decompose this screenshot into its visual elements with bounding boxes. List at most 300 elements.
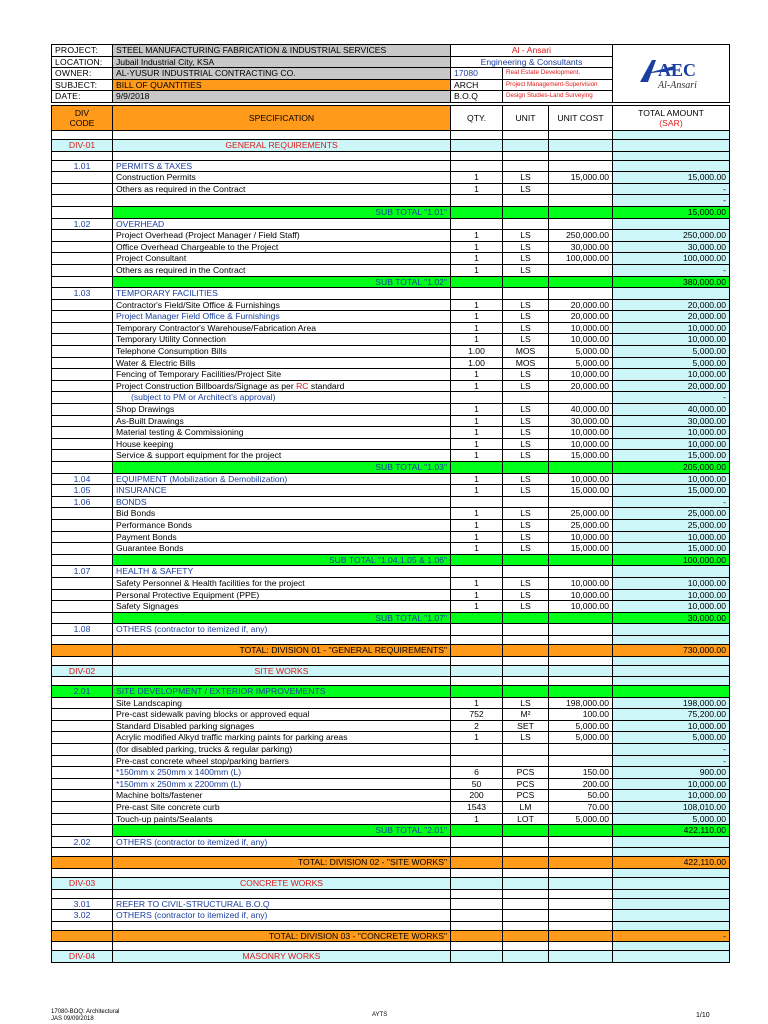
- section-row: [52, 836, 730, 848]
- item-unit-cost: [549, 836, 613, 848]
- subtotal-amount: 422,110.00: [613, 825, 730, 837]
- item-unit: LS: [503, 697, 549, 709]
- item-total: 10,000.00: [613, 369, 730, 381]
- section-row: [52, 624, 730, 636]
- empty-cell: [503, 825, 549, 837]
- item-unit: [503, 566, 549, 578]
- empty-cell: [52, 790, 113, 802]
- empty-cell: [52, 264, 113, 276]
- empty-cell: [549, 677, 613, 686]
- item-description: Contractor's Field/Site Office & Furnishings: [113, 299, 451, 311]
- empty-cell: [52, 813, 113, 825]
- item-unit: PCS: [503, 790, 549, 802]
- item-total: [613, 686, 730, 698]
- item-unit: LS: [503, 601, 549, 613]
- division-code: DIV-04: [52, 951, 113, 963]
- item-total: 15,000.00: [613, 450, 730, 462]
- item-total: 20,000.00: [613, 299, 730, 311]
- item-unit-cost: 200.00: [549, 778, 613, 790]
- empty-cell: [52, 183, 113, 195]
- empty-cell: [503, 206, 549, 218]
- empty-cell: [52, 656, 113, 665]
- date-value: 9/9/2018: [113, 91, 451, 103]
- item-qty: 1543: [451, 802, 503, 814]
- empty-cell: [52, 848, 113, 857]
- line-item-row: [52, 589, 730, 601]
- item-unit-cost: 10,000.00: [549, 438, 613, 450]
- item-unit: LS: [503, 427, 549, 439]
- section-row: [52, 160, 730, 172]
- item-description: Standard Disabled parking signages: [113, 720, 451, 732]
- empty-cell: [549, 825, 613, 837]
- item-unit-cost: 15,000.00: [549, 172, 613, 184]
- subtotal-label: SUB TOTAL "2.01": [113, 825, 451, 837]
- project-label: PROJECT:: [52, 45, 113, 57]
- item-qty: [451, 496, 503, 508]
- empty-cell: [451, 635, 503, 644]
- empty-cell: [451, 644, 503, 656]
- footer-center: AYTS: [372, 1012, 388, 1018]
- item-description: *150mm x 250mm x 2200mm (L): [113, 778, 451, 790]
- item-description: Material testing & Commissioning: [113, 427, 451, 439]
- empty-cell: [52, 589, 113, 601]
- empty-cell: [451, 665, 503, 677]
- empty-cell: [503, 665, 549, 677]
- item-unit-cost: 10,000.00: [549, 473, 613, 485]
- empty-cell: [451, 951, 503, 963]
- item-qty: 1: [451, 183, 503, 195]
- empty-cell: [113, 942, 451, 951]
- item-description: Project Construction Billboards/Signage as per RC standard: [113, 380, 451, 392]
- empty-cell: [549, 462, 613, 474]
- spacer-row: [52, 889, 730, 898]
- item-qty: 1: [451, 230, 503, 242]
- division-title: MASONRY WORKS: [113, 951, 451, 963]
- item-description: Temporary Utility Connection: [113, 334, 451, 346]
- line-item-row: [52, 230, 730, 242]
- division-row: [52, 878, 730, 890]
- empty-cell: [52, 130, 113, 139]
- section-code: 1.08: [52, 624, 113, 636]
- empty-cell: [503, 878, 549, 890]
- item-unit-cost: [549, 160, 613, 172]
- section-row: [52, 496, 730, 508]
- location-value: Jubail Industrial City, KSA: [113, 56, 451, 68]
- division-total-amount: 422,110.00: [613, 857, 730, 869]
- empty-cell: [451, 857, 503, 869]
- empty-cell: [52, 462, 113, 474]
- item-qty: 1: [451, 380, 503, 392]
- section-code: 1.06: [52, 496, 113, 508]
- division-total-amount: -: [613, 930, 730, 942]
- item-total: 5,000.00: [613, 813, 730, 825]
- section-row: [52, 566, 730, 578]
- item-total: 30,000.00: [613, 415, 730, 427]
- item-total: [613, 160, 730, 172]
- line-item-row: [52, 183, 730, 195]
- col-specification: SPECIFICATION: [113, 105, 451, 130]
- item-total: 30,000.00: [613, 241, 730, 253]
- empty-cell: [52, 357, 113, 369]
- item-total: 10,000.00: [613, 438, 730, 450]
- item-qty: [451, 686, 503, 698]
- empty-cell: [503, 930, 549, 942]
- item-unit-cost: 10,000.00: [549, 589, 613, 601]
- section-title: HEALTH & SAFETY: [113, 566, 451, 578]
- section-title: INSURANCE: [113, 485, 451, 497]
- item-unit-cost: 20,000.00: [549, 299, 613, 311]
- item-unit-cost: 30,000.00: [549, 415, 613, 427]
- item-qty: 1: [451, 404, 503, 416]
- item-total: 15,000.00: [613, 543, 730, 555]
- item-unit-cost: 10,000.00: [549, 369, 613, 381]
- item-qty: [451, 566, 503, 578]
- empty-cell: [451, 825, 503, 837]
- item-unit: SET: [503, 720, 549, 732]
- spacer-row: [52, 942, 730, 951]
- item-unit-cost: [549, 566, 613, 578]
- item-qty: 6: [451, 767, 503, 779]
- empty-cell: [613, 151, 730, 160]
- line-item-row: [52, 531, 730, 543]
- item-unit: [503, 195, 549, 207]
- empty-cell: [451, 392, 503, 404]
- empty-cell: [113, 869, 451, 878]
- item-total: -: [613, 195, 730, 207]
- item-unit: [503, 496, 549, 508]
- item-description: Project Consultant: [113, 253, 451, 265]
- item-description: Safety Personnel & Health facilities for the project: [113, 577, 451, 589]
- division-row: [52, 951, 730, 963]
- item-unit: LS: [503, 253, 549, 265]
- item-unit: LS: [503, 508, 549, 520]
- item-total: 198,000.00: [613, 697, 730, 709]
- item-total: 10,000.00: [613, 790, 730, 802]
- empty-cell: [113, 889, 451, 898]
- empty-cell: [503, 857, 549, 869]
- section-title: OTHERS (contractor to itemized if, any): [113, 910, 451, 922]
- line-item-row: [52, 720, 730, 732]
- item-description: Project Overhead (Project Manager / Field Staff): [113, 230, 451, 242]
- spacer-row: [52, 656, 730, 665]
- item-qty: 1: [451, 601, 503, 613]
- item-total: 75,200.00: [613, 709, 730, 721]
- item-total: 10,000.00: [613, 334, 730, 346]
- empty-cell: [503, 139, 549, 151]
- line-item-row: [52, 404, 730, 416]
- svg-text:Al-Ansari: Al-Ansari: [658, 80, 697, 92]
- item-unit: LS: [503, 589, 549, 601]
- empty-cell: [52, 334, 113, 346]
- empty-cell: [52, 253, 113, 265]
- item-unit: [503, 624, 549, 636]
- empty-cell: [52, 677, 113, 686]
- item-qty: 1: [451, 589, 503, 601]
- item-total: 108,010.00: [613, 802, 730, 814]
- svg-text:AEC: AEC: [658, 60, 697, 81]
- item-unit-cost: 10,000.00: [549, 322, 613, 334]
- item-unit: PCS: [503, 767, 549, 779]
- subtotal-amount: 30,000.00: [613, 612, 730, 624]
- item-unit-cost: 5,000.00: [549, 813, 613, 825]
- item-unit-cost: 100,000.00: [549, 253, 613, 265]
- spacer-row: [52, 130, 730, 139]
- item-unit: [503, 755, 549, 767]
- item-unit: LOT: [503, 813, 549, 825]
- empty-cell: [613, 677, 730, 686]
- item-total: 100,000.00: [613, 253, 730, 265]
- section-code: 1.05: [52, 485, 113, 497]
- empty-cell: [451, 921, 503, 930]
- line-item-row: [52, 732, 730, 744]
- item-qty: 1: [451, 427, 503, 439]
- empty-cell: [451, 656, 503, 665]
- item-unit-cost: 5,000.00: [549, 732, 613, 744]
- empty-cell: [503, 951, 549, 963]
- empty-cell: [451, 462, 503, 474]
- item-unit-cost: 40,000.00: [549, 404, 613, 416]
- empty-cell: [52, 427, 113, 439]
- col-unit-cost: UNIT COST: [549, 105, 613, 130]
- page-footer: [0, 1009, 768, 1024]
- empty-cell: [451, 942, 503, 951]
- item-total: 40,000.00: [613, 404, 730, 416]
- empty-cell: [549, 889, 613, 898]
- item-description: Site Landscaping: [113, 697, 451, 709]
- item-unit-cost: [549, 910, 613, 922]
- empty-cell: [613, 656, 730, 665]
- item-qty: 1: [451, 519, 503, 531]
- empty-cell: [52, 438, 113, 450]
- item-unit: LS: [503, 299, 549, 311]
- item-unit-cost: 10,000.00: [549, 531, 613, 543]
- item-total: -: [613, 392, 730, 404]
- location-label: LOCATION:: [52, 56, 113, 68]
- item-total: 25,000.00: [613, 519, 730, 531]
- section-row: [52, 473, 730, 485]
- empty-cell: [113, 921, 451, 930]
- header-table: [51, 44, 730, 103]
- empty-cell: [451, 206, 503, 218]
- item-qty: 1: [451, 311, 503, 323]
- item-total: 10,000.00: [613, 577, 730, 589]
- item-qty: 1: [451, 577, 503, 589]
- empty-cell: [52, 802, 113, 814]
- owner-value: AL-YUSUR INDUSTRIAL CONTRACTING CO.: [113, 68, 451, 80]
- empty-cell: [549, 857, 613, 869]
- empty-cell: [549, 878, 613, 890]
- item-qty: 1: [451, 241, 503, 253]
- empty-cell: [451, 848, 503, 857]
- item-qty: 1: [451, 732, 503, 744]
- item-unit: LS: [503, 230, 549, 242]
- line-item-row: [52, 709, 730, 721]
- firm-subtitle: Engineering & Consultants: [451, 56, 613, 68]
- division-total-label: TOTAL: DIVISION 02 - "SITE WORKS": [113, 857, 451, 869]
- item-unit: LS: [503, 241, 549, 253]
- section-title: PERMITS & TAXES: [113, 160, 451, 172]
- empty-cell: [503, 921, 549, 930]
- item-unit-cost: 5,000.00: [549, 357, 613, 369]
- empty-cell: [52, 825, 113, 837]
- empty-cell: [503, 635, 549, 644]
- line-item-row: [52, 802, 730, 814]
- item-total: [613, 898, 730, 910]
- empty-cell: [503, 151, 549, 160]
- item-total: 5,000.00: [613, 346, 730, 358]
- item-description: Service & support equipment for the project: [113, 450, 451, 462]
- empty-cell: [451, 878, 503, 890]
- line-item-row: [52, 253, 730, 265]
- empty-cell: [503, 554, 549, 566]
- subtotal-label: SUB TOTAL "1.01": [113, 206, 451, 218]
- section-title: OTHERS (contractor to itemized if, any): [113, 836, 451, 848]
- empty-cell: [52, 415, 113, 427]
- item-qty: 1: [451, 264, 503, 276]
- empty-cell: [52, 508, 113, 520]
- empty-cell: [503, 462, 549, 474]
- item-unit-cost: 50.00: [549, 790, 613, 802]
- item-qty: 1: [451, 369, 503, 381]
- empty-cell: [503, 130, 549, 139]
- subtotal-label: SUB TOTAL "1.04,1.05 & 1.06": [113, 554, 451, 566]
- item-qty: 50: [451, 778, 503, 790]
- item-unit-cost: [549, 744, 613, 756]
- division-code: DIV-03: [52, 878, 113, 890]
- subject-label: SUBJECT:: [52, 79, 113, 91]
- section-code: 1.07: [52, 566, 113, 578]
- item-description: Pre-cast Site concrete curb: [113, 802, 451, 814]
- section-title: BONDS: [113, 496, 451, 508]
- item-total: 10,000.00: [613, 427, 730, 439]
- section-title: SITE DEVELOPMENT / EXTERIOR IMPROVEMENTS: [113, 686, 451, 698]
- empty-cell: [113, 656, 451, 665]
- item-description: Touch-up paints/Sealants: [113, 813, 451, 825]
- item-total: [613, 218, 730, 230]
- empty-cell: [52, 531, 113, 543]
- item-unit-cost: 25,000.00: [549, 508, 613, 520]
- aec-logo-icon: [634, 52, 708, 92]
- division-row: [52, 665, 730, 677]
- subtotal-row: [52, 612, 730, 624]
- item-unit: [503, 288, 549, 300]
- item-total: 15,000.00: [613, 485, 730, 497]
- line-item-row: [52, 508, 730, 520]
- item-unit: LS: [503, 369, 549, 381]
- line-item-row: [52, 813, 730, 825]
- section-row: [52, 910, 730, 922]
- item-unit: LS: [503, 334, 549, 346]
- spacer-row: [52, 677, 730, 686]
- item-qty: 1: [451, 473, 503, 485]
- division-total-row: [52, 644, 730, 656]
- item-unit: LS: [503, 311, 549, 323]
- item-qty: 200: [451, 790, 503, 802]
- section-title: OTHERS (contractor to itemized if, any): [113, 624, 451, 636]
- empty-cell: [52, 299, 113, 311]
- division-total-row: [52, 857, 730, 869]
- item-total: 900.00: [613, 767, 730, 779]
- empty-cell: [549, 151, 613, 160]
- item-unit-cost: [549, 755, 613, 767]
- item-qty: 1: [451, 172, 503, 184]
- item-unit: LS: [503, 485, 549, 497]
- empty-cell: [503, 848, 549, 857]
- subtotal-label: SUB TOTAL "1.02": [113, 276, 451, 288]
- item-qty: 1: [451, 450, 503, 462]
- item-total: [613, 624, 730, 636]
- item-qty: 752: [451, 709, 503, 721]
- col-qty: QTY.: [451, 105, 503, 130]
- item-description: As-Built Drawings: [113, 415, 451, 427]
- section-code: 3.01: [52, 898, 113, 910]
- line-item-row: [52, 519, 730, 531]
- col-unit: UNIT: [503, 105, 549, 130]
- empty-cell: [451, 276, 503, 288]
- empty-cell: [52, 404, 113, 416]
- section-code: 1.01: [52, 160, 113, 172]
- item-unit: LS: [503, 172, 549, 184]
- item-unit: LS: [503, 732, 549, 744]
- division-total-row: [52, 930, 730, 942]
- section-row: [52, 218, 730, 230]
- empty-cell: [549, 130, 613, 139]
- empty-cell: [52, 644, 113, 656]
- empty-cell: [52, 276, 113, 288]
- item-unit-cost: 20,000.00: [549, 380, 613, 392]
- empty-cell: [503, 889, 549, 898]
- empty-cell: [451, 612, 503, 624]
- empty-cell: [52, 172, 113, 184]
- empty-cell: [503, 869, 549, 878]
- empty-cell: [52, 195, 113, 207]
- section-row: [52, 485, 730, 497]
- item-description: Guarantee Bonds: [113, 543, 451, 555]
- item-description: House keeping: [113, 438, 451, 450]
- empty-cell: [503, 612, 549, 624]
- item-total: 10,000.00: [613, 778, 730, 790]
- empty-cell: [52, 930, 113, 942]
- item-unit: LS: [503, 264, 549, 276]
- item-unit-cost: 5,000.00: [549, 720, 613, 732]
- item-qty: 1: [451, 438, 503, 450]
- empty-cell: [549, 554, 613, 566]
- item-description: Telephone Consumption Bills: [113, 346, 451, 358]
- item-description: Machine bolts/fastener: [113, 790, 451, 802]
- item-qty: [451, 218, 503, 230]
- empty-cell: [52, 921, 113, 930]
- empty-cell: [549, 635, 613, 644]
- item-qty: [451, 910, 503, 922]
- empty-cell: [52, 206, 113, 218]
- line-item-row: [52, 380, 730, 392]
- item-description: Others as required in the Contract: [113, 183, 451, 195]
- division-total-label: TOTAL: DIVISION 03 - "CONCRETE WORKS": [113, 930, 451, 942]
- line-item-row: [52, 744, 730, 756]
- item-total: -: [613, 264, 730, 276]
- section-code: 1.04: [52, 473, 113, 485]
- empty-cell: [613, 130, 730, 139]
- item-total: 5,000.00: [613, 357, 730, 369]
- line-item-row: [52, 790, 730, 802]
- empty-cell: [451, 677, 503, 686]
- empty-cell: [52, 601, 113, 613]
- empty-cell: [451, 889, 503, 898]
- line-item-row: [52, 767, 730, 779]
- spacer-row: [52, 635, 730, 644]
- empty-cell: [549, 644, 613, 656]
- line-item-row: [52, 195, 730, 207]
